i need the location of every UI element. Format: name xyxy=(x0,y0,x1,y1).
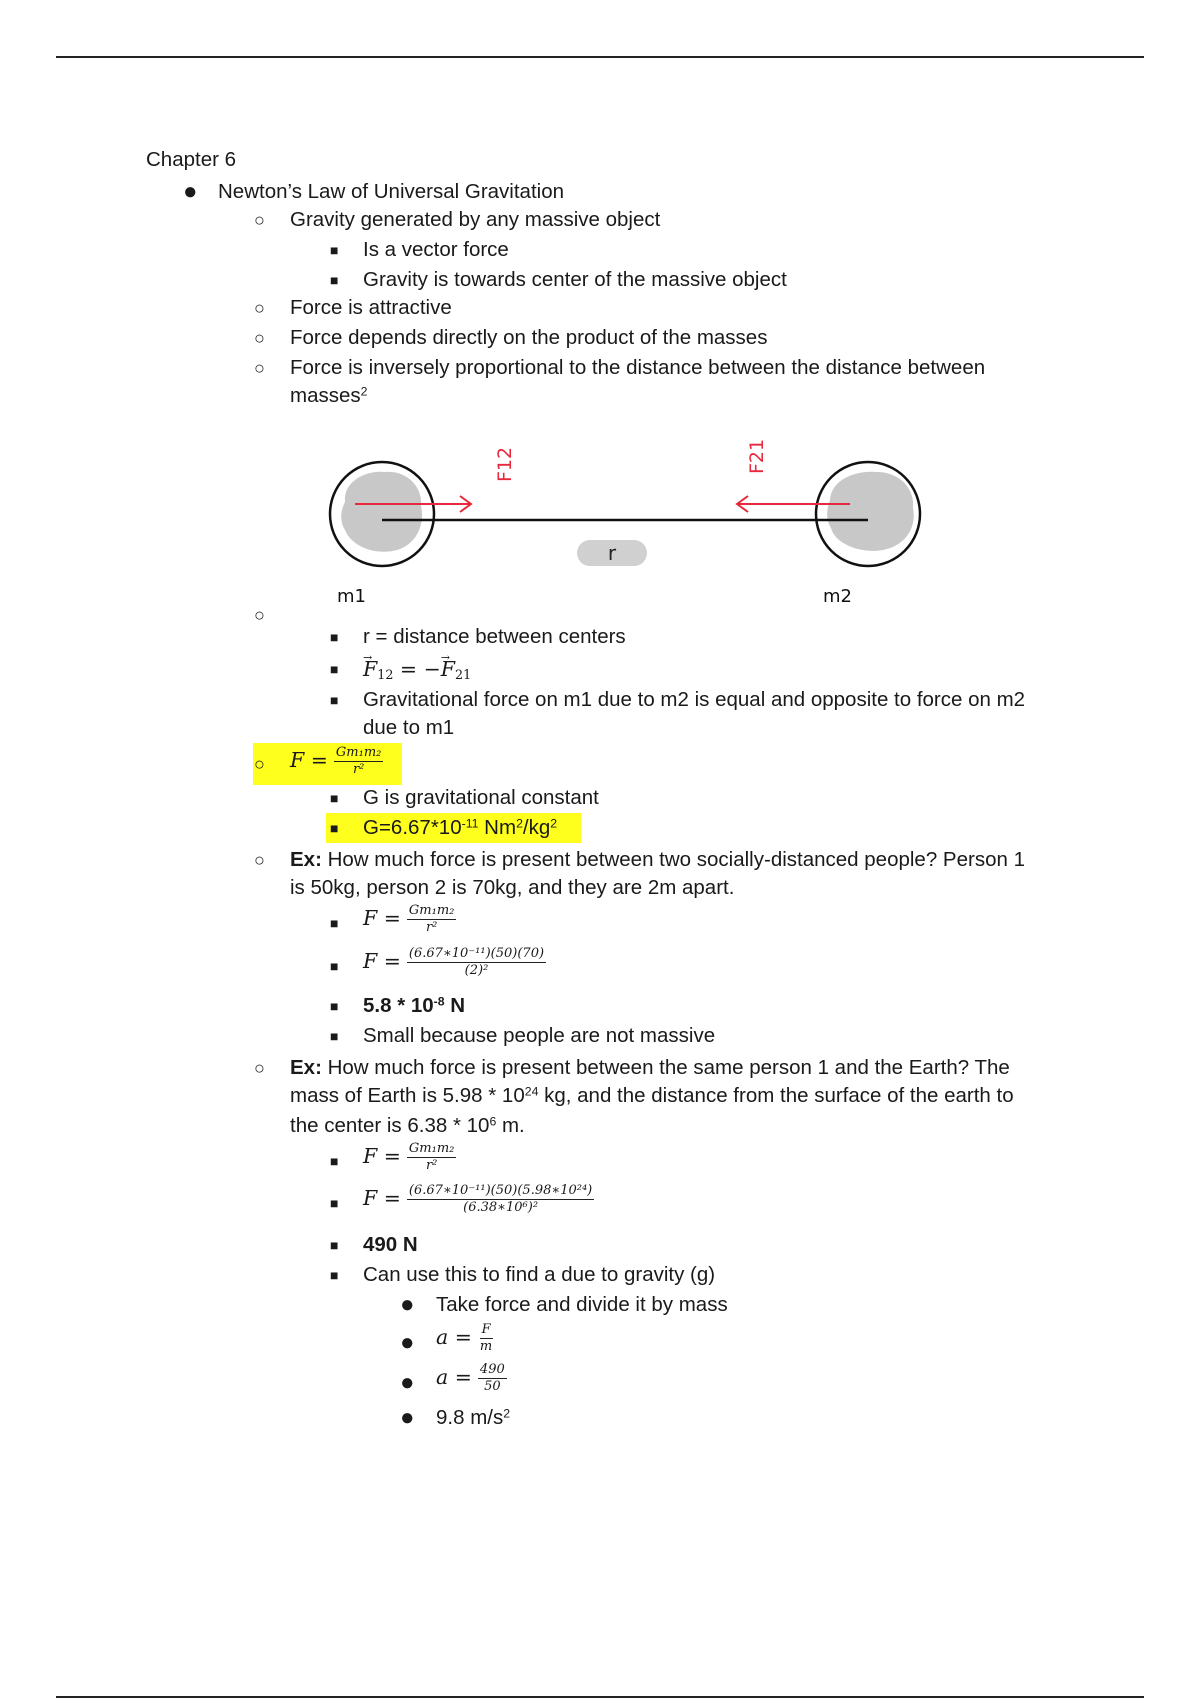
g-value: $G=6.67*10^{-11}$ $Nm^2/kg^2$ xyxy=(363,816,558,839)
bullet-square-icon: ■ xyxy=(330,661,339,677)
bullet-disc-icon: ● xyxy=(400,1404,415,1431)
bullet-circle-icon: ○ xyxy=(254,328,265,348)
bullet-square-icon: ■ xyxy=(330,242,339,258)
bullet-square-icon: ■ xyxy=(330,1028,339,1044)
f12-label: F12 xyxy=(494,446,516,482)
bullet-square-icon: ■ xyxy=(330,629,339,645)
point-inverse-line1: Force is inversely proportional to the distance between the distance between xyxy=(290,356,986,379)
note-opposite-line1: Gravitational force on m1 due to m2 is equal and opposite to force on m2 xyxy=(363,688,1026,711)
example2-g-result: 9.8 $m/s^2$ xyxy=(436,1406,511,1429)
note-r-definition: r = distance between centers xyxy=(363,625,626,648)
example1-line2: is 50kg, person 2 is 70kg, and they are 2m apart. xyxy=(290,876,735,899)
bullet-circle-icon: ○ xyxy=(254,298,265,318)
bullet-disc-icon: ● xyxy=(183,178,198,205)
note-force-equation: → $F_{12}$ = −→ $F_{21}$ xyxy=(363,656,471,682)
topic-title: Newton’s Law of Universal Gravitation xyxy=(218,180,564,203)
two-mass-diagram xyxy=(325,432,925,622)
bullet-circle-icon: ○ xyxy=(254,850,265,870)
example1-equation2: F = $\frac{\text{(6.67∗10⁻¹¹)(50)(70)}}{\text{(2)²}}$ xyxy=(363,946,545,978)
point-towards-center: Gravity is towards center of the massive object xyxy=(363,268,787,291)
bullet-circle-icon: ○ xyxy=(254,1058,265,1078)
bullet-square-icon: ■ xyxy=(330,1153,339,1169)
bullet-circle-icon: ○ xyxy=(254,210,265,230)
bullet-square-icon: ■ xyxy=(330,1267,339,1283)
example2-accel-values: a = $\frac{490}{50}$ xyxy=(436,1362,505,1394)
example2-equation2: F = $\frac{\text{(6.67∗10⁻¹¹)(50)(5.98∗10²⁴)}}{\text{(6.38∗10⁶)²}}$ xyxy=(363,1183,593,1215)
f21-label: F21 xyxy=(746,438,768,474)
bullet-disc-icon: ● xyxy=(400,1291,415,1318)
r-label: r xyxy=(607,541,617,565)
bullet-square-icon: ■ xyxy=(330,915,339,931)
bullet-disc-icon: ● xyxy=(400,1369,415,1396)
bullet-square-icon: ■ xyxy=(330,998,339,1014)
point-gravity-generated: Gravity generated by any massive object xyxy=(290,208,661,231)
example2-line3: the center is $6.38 * 10^6$ m. xyxy=(290,1114,525,1137)
point-inverse-line2: masses$^2$ xyxy=(290,384,368,407)
bullet-square-icon: ■ xyxy=(330,1237,339,1253)
example2-line1: Ex: How much force is present between the same person 1 and the Earth? The xyxy=(290,1056,1010,1079)
example1-line1: Ex: How much force is present between two socially-distanced people? Person 1 xyxy=(290,848,1025,871)
chapter-heading: Chapter 6 xyxy=(146,148,237,171)
bullet-square-icon: ■ xyxy=(330,820,339,836)
bullet-circle-icon: ○ xyxy=(254,754,265,774)
bullet-circle-icon: ○ xyxy=(254,358,265,378)
example2-use-g: Can use this to find a due to gravity (g) xyxy=(363,1263,716,1286)
point-attractive: Force is attractive xyxy=(290,296,452,319)
example1-result: $5.8 * 10^{-8}$ N xyxy=(363,994,466,1017)
mass-m1-fill xyxy=(341,472,422,552)
m2-label: m2 xyxy=(823,586,852,607)
note-opposite-line2: due to m1 xyxy=(363,716,455,739)
example1-note: Small because people are not massive xyxy=(363,1024,716,1047)
bullet-square-icon: ■ xyxy=(330,958,339,974)
example2-equation1: F = $\frac{\text{Gm₁m₂}}{\text{r²}}$ xyxy=(363,1141,455,1173)
bullet-square-icon: ■ xyxy=(330,790,339,806)
bullet-square-icon: ■ xyxy=(330,272,339,288)
example2-line2: mass of Earth is $5.98 * 10^{24}$ kg, and the distance from the surface of the earth to xyxy=(290,1084,1014,1107)
bullet-square-icon: ■ xyxy=(330,692,339,708)
bullet-square-icon: ■ xyxy=(330,1195,339,1211)
example2-take-force: Take force and divide it by mass xyxy=(436,1293,728,1316)
g-description: G is gravitational constant xyxy=(363,786,599,809)
bullet-disc-icon: ● xyxy=(400,1329,415,1356)
gravitation-formula: F = $\frac{\text{Gm₁m₂}}{\text{r²}}$ xyxy=(290,745,382,777)
m1-label: m1 xyxy=(337,586,366,607)
example2-accel-formula: a = $\frac{F}{m}$ xyxy=(436,1322,493,1354)
example1-equation1: F = $\frac{\text{Gm₁m₂}}{\text{r²}}$ xyxy=(363,903,455,935)
example2-result: 490 N xyxy=(363,1233,418,1256)
bullet-circle-icon: ○ xyxy=(254,605,265,625)
point-vector-force: Is a vector force xyxy=(363,238,509,261)
mass-m2-fill xyxy=(827,472,914,551)
point-product-masses: Force depends directly on the product of the masses xyxy=(290,326,768,349)
